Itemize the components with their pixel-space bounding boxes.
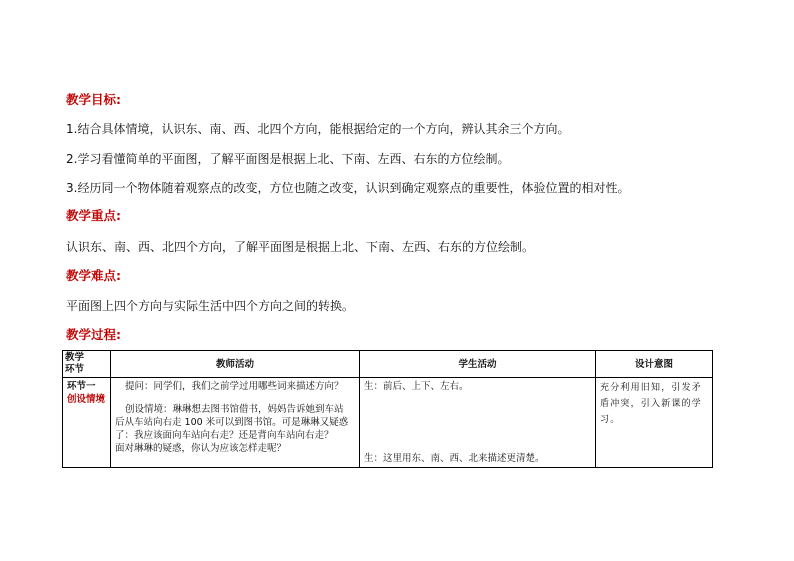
process-heading: 教学过程: [66, 327, 121, 342]
key-points-text: 认识东、南、西、北四个方向，了解平面图是根据上北、下南、左西、右东的方位绘制。 [66, 240, 535, 254]
objectives-heading: 教学目标: [66, 92, 121, 107]
header-stage: 教学 环节 [63, 351, 111, 378]
difficulties-text: 平面图上四个方向与实际生活中四个方向之间的转换。 [66, 299, 355, 313]
difficulties-heading: 教学难点: [66, 268, 121, 283]
objective-item-2: 2.学习看懂简单的平面图，了解平面图是根据上北、下南、左西、右东的方位绘制。 [66, 152, 510, 166]
design-intent-cell: 充分利用旧知，引发矛 盾冲突，引入新课的学 习。 [596, 378, 713, 468]
table-row [63, 378, 713, 468]
teacher-activity-cell: 提问：同学们，我们之前学过用哪些词来描述方向？ 创设情境：琳琳想去图书馆借书，妈妈告诉她到车站 后从车站向右走 100 米可以到图书馆。可是琳琳又疑惑 了：我应该面向车站向右走？还是背向车站向右走？ 面对琳琳的疑惑，你认为应该怎样走呢？ [111, 378, 360, 468]
header-design: 设计意图 [596, 351, 713, 378]
key-points-heading: 教学重点: [66, 208, 121, 223]
objective-item-1: 1.结合具体情境，认识东、南、西、北四个方向，能根据给定的一个方向，辨认其余三个方向。 [66, 122, 570, 136]
student-activity-cell: 生：前后、上下、左右。 生：这里用东、南、西、北来描述更清楚。 [360, 378, 596, 468]
teaching-process-table [62, 350, 713, 468]
header-teacher: 教师活动 [111, 351, 360, 378]
header-student: 学生活动 [360, 351, 596, 378]
stage-cell: 环节一 创设情境 [63, 378, 111, 468]
table-header-row [63, 351, 713, 378]
objective-item-3: 3.经历同一个物体随着观察点的改变，方位也随之改变，认识到确定观察点的重要性，体验位置的相对性。 [66, 181, 630, 195]
